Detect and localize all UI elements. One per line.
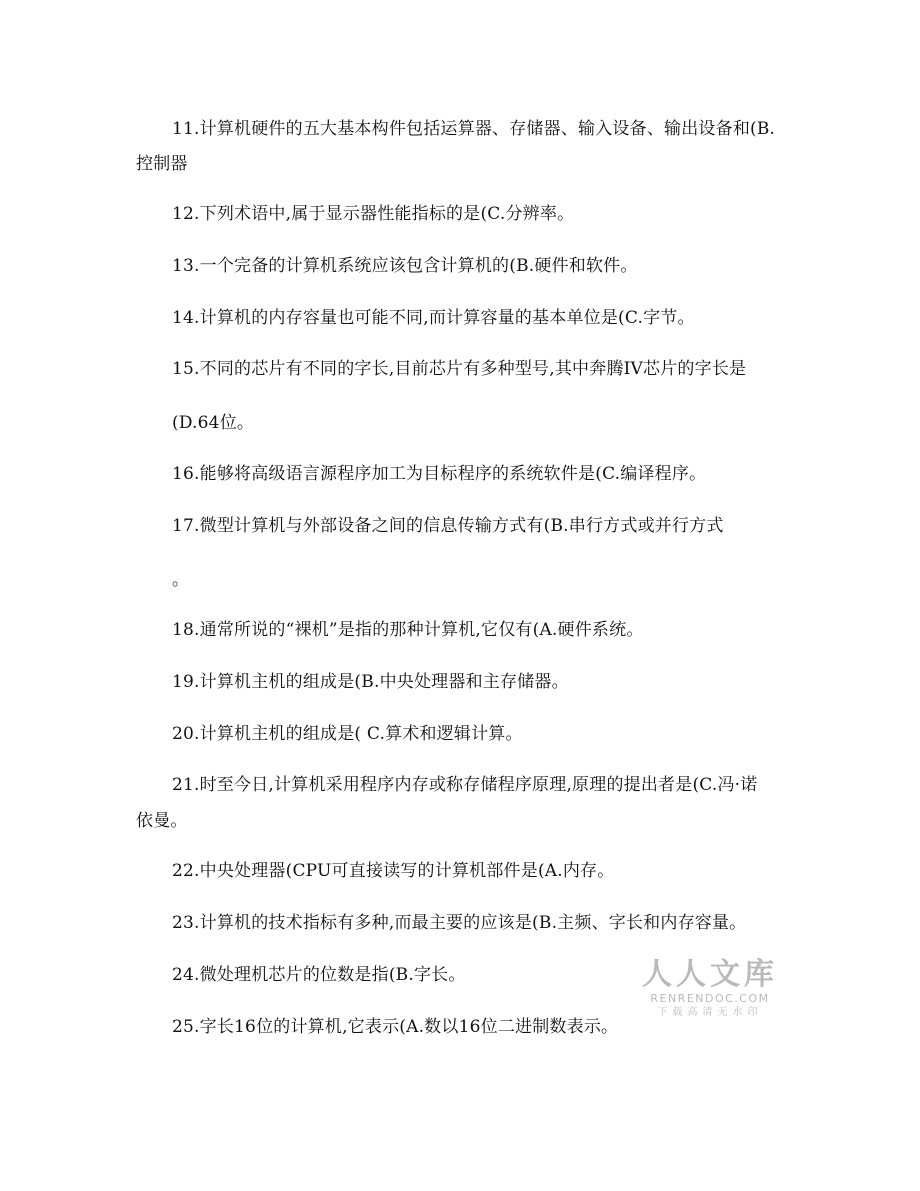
question-21-line: 21.时至今日,计算机采用程序内存或称存储程序原理,原理的提出者是(C.冯·诺 (172, 775, 758, 795)
watermark-domain: RENRENDOC.COM (650, 992, 770, 1005)
question-21-continuation: 依曼。 (136, 811, 188, 831)
watermark-title: 人人文库 (642, 957, 778, 992)
question-20-line: 20.计算机主机的组成是( C.算术和逻辑计算。 (172, 724, 523, 744)
renrendoc-watermark (640, 958, 780, 1020)
question-15-continuation: (D.64位。 (172, 413, 255, 433)
question-17-line: 17.微型计算机与外部设备之间的信息传输方式有(B.串行方式或并行方式 (172, 516, 724, 536)
question-19-line: 19.计算机主机的组成是(B.中央处理器和主存储器。 (172, 672, 569, 692)
question-22-line: 22.中央处理器(CPU可直接读写的计算机部件是(A.内存。 (172, 861, 615, 881)
question-18-line: 18.通常所说的“裸机”是指的那种计算机,它仅有(A.硬件系统。 (172, 620, 644, 640)
question-11-line: 11.计算机硬件的五大基本构件包括运算器、存储器、输入设备、输出设备和(B. (172, 119, 776, 139)
question-24-line: 24.微处理机芯片的位数是指(B.字长。 (172, 965, 466, 985)
question-23-line: 23.计算机的技术指标有多种,而最主要的应该是(B.主频、字长和内存容量。 (172, 913, 747, 933)
question-14-line: 14.计算机的内存容量也可能不同,而计算容量的基本单位是(C.字节。 (172, 308, 695, 328)
question-25-line: 25.字长16位的计算机,它表示(A.数以16位二进制数表示。 (172, 1017, 619, 1037)
question-16-line: 16.能够将高级语言源程序加工为目标程序的系统软件是(C.编译程序。 (172, 464, 707, 484)
question-17-continuation: 。 (172, 570, 190, 590)
question-11-continuation: 控制器 (136, 154, 188, 174)
question-12-line: 12.下列术语中,属于显示器性能指标的是(C.分辨率。 (172, 204, 575, 224)
question-15-line: 15.不同的芯片有不同的字长,目前芯片有多种型号,其中奔腾IV芯片的字长是 (172, 359, 747, 379)
question-13-line: 13.一个完备的计算机系统应该包含计算机的(B.硬件和软件。 (172, 256, 638, 276)
watermark-slogan: 下载高清无水印 (657, 1007, 763, 1018)
